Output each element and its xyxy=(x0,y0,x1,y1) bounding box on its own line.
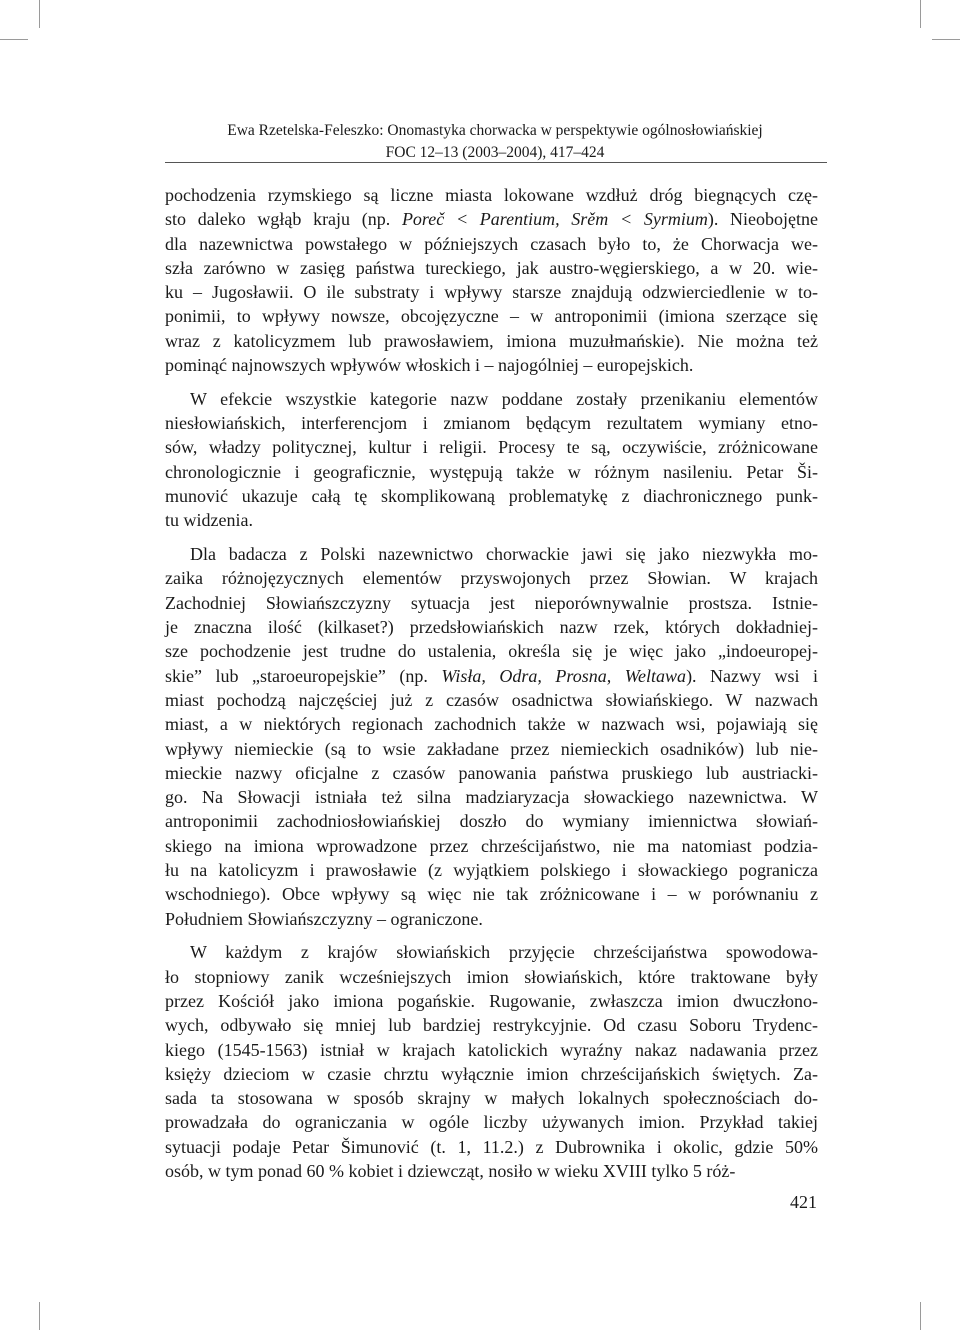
paragraph-gap xyxy=(165,533,818,543)
text-line xyxy=(165,965,818,989)
text-run: ku – Jugosławii. O ile substraty i wpływy starsze znajdują odzwierciedlenie w to- xyxy=(165,282,818,303)
text-run: łu na katolicyzm i prawosławie (z wyjątkiem polskiego i słowackiego pogranicza xyxy=(165,860,818,881)
text-line xyxy=(165,989,818,1013)
text-run: pochodzenia rzymskiego są liczne miasta lokowane wzdłuż dróg biegnących czę- xyxy=(165,185,818,205)
text-line xyxy=(165,940,818,964)
text-run: ło stopniowy zanik wcześniejszych imion słowiańskich, które traktowane były xyxy=(165,966,818,987)
paragraph-gap xyxy=(165,377,818,387)
text-run: W efekcie wszystkie kategorie nazw poddane zostały przenikaniu elementów xyxy=(190,388,818,409)
text-run: go. Na Słowacji istniała też silna madziaryzacja słowackiego nazewnictwa. W xyxy=(165,787,818,808)
paragraph-gap xyxy=(165,931,818,941)
text-run: Zachodniej Słowiańszczyzny sytuacja jest nieporównywalnie prostsza. Istnie- xyxy=(165,592,818,613)
text-line xyxy=(165,353,818,377)
text-line xyxy=(165,304,818,328)
paragraph xyxy=(165,183,818,377)
text-line xyxy=(165,1110,818,1134)
text-run: sów, władzy politycznej, kultur i religii. Procesy te są, oczywiście, zróżnicowane xyxy=(165,437,818,458)
header-rule xyxy=(165,162,827,163)
paragraph xyxy=(165,940,818,1183)
text-line xyxy=(165,1135,818,1159)
text-run: Południem Słowiańszczyzny – ograniczone. xyxy=(165,908,483,929)
text-run: sto daleko wgłąb kraju (np. xyxy=(165,209,402,230)
text-run: miast pochodzą najczęściej już z czasów osadnictwa słowiańskiego. W nazwach xyxy=(165,689,818,710)
text-line xyxy=(165,1062,818,1086)
text-line xyxy=(165,882,818,906)
paragraph xyxy=(165,542,818,931)
text-line xyxy=(165,256,818,280)
text-run: skiego na imiona wprowadzone przez chrześcijaństwo, nie ma natomiast podzia- xyxy=(165,835,818,856)
text-run: niesłowiańskich, interferencjom i zmianom będącym rezultatem wymiany etno- xyxy=(165,413,818,434)
text-run: zaika różnojęzycznych elementów przyswojonych przez Słowian. W krajach xyxy=(165,568,818,589)
text-line xyxy=(165,688,818,712)
text-line xyxy=(165,280,818,304)
text-line xyxy=(165,542,818,566)
text-line xyxy=(165,207,818,231)
page-number: 421 xyxy=(790,1192,817,1212)
text-line xyxy=(165,411,818,435)
text-run: je znaczna ilość (kilkaset?) przedsłowiańskich nazw rzek, których dokładniej- xyxy=(165,617,818,638)
crop-mark-top-right-vertical xyxy=(920,0,921,28)
text-line xyxy=(165,1038,818,1062)
text-line xyxy=(165,1013,818,1037)
text-line xyxy=(165,435,818,459)
crop-mark-top-right-horizontal xyxy=(932,39,960,40)
text-run: chronologicznie i geograficznie, występują także w różnym nasileniu. Petar Ši- xyxy=(165,461,818,482)
text-line xyxy=(165,615,818,639)
text-line xyxy=(165,508,818,532)
italic-text: Wisła, Odra, Prosna, Weltawa xyxy=(441,665,687,686)
text-run: dla nazewnictwa powstałego w późniejszych czasach było to, że Chorwacja we- xyxy=(165,233,818,254)
text-line xyxy=(165,712,818,736)
text-line xyxy=(165,232,818,256)
text-line xyxy=(165,1159,818,1183)
text-run: antroponimii zachodniosłowiańskiej doszło do wymiany imiennictwa słowiań- xyxy=(165,811,818,832)
text-run: wraz z katolicyzmem lub prawosławiem, imiona muzułmańskie). Nie można też xyxy=(165,330,818,351)
text-run: ). Nieobojętne xyxy=(707,209,819,230)
text-line xyxy=(165,387,818,411)
crop-mark-bottom-left-vertical xyxy=(39,1302,40,1330)
header-title: Ewa Rzetelska-Feleszko: Onomastyka chorwacka w perspektywie ogólnosłowiańskiej xyxy=(227,122,763,139)
italic-text: Poreč < Parentium, Srěm < Syrmium xyxy=(401,209,708,230)
text-run: mieckie nazwy oficjalne z czasów panowania państwa pruskiego lub austriacki- xyxy=(165,762,818,783)
text-run: skie” lub „staroeuropejskie” (np. xyxy=(165,665,442,686)
text-line xyxy=(165,566,818,590)
header-citation: FOC 12–13 (2003–2004), 417–424 xyxy=(385,144,605,161)
text-line xyxy=(165,329,818,353)
crop-mark-bottom-right-vertical xyxy=(920,1302,921,1330)
text-line xyxy=(165,591,818,615)
paragraph xyxy=(165,387,818,533)
text-run: szła zarówno w zasięg państwa tureckiego, jak austro-węgierskiego, a w 20. wie- xyxy=(165,257,818,278)
text-run: prowadzała do ograniczania w ogóle liczby używanych imion. Przykład takiej xyxy=(165,1112,818,1133)
text-run: kiego (1545-1563) istniał w krajach katolickich wyraźny nakaz nadawania przez xyxy=(165,1039,818,1060)
text-line xyxy=(165,460,818,484)
text-line xyxy=(165,761,818,785)
text-run: tu widzenia. xyxy=(165,510,253,531)
text-run: munović ukazuje całą tę skomplikowaną problematykę z diachronicznego punk- xyxy=(165,486,818,507)
text-run: wschodniego). Obce wpływy są więc nie tak zróżnicowane i – w porównaniu z xyxy=(165,884,818,905)
body-text xyxy=(165,183,818,1183)
running-header xyxy=(165,120,825,164)
text-line xyxy=(165,639,818,663)
text-run: sada ta stosowana w sposób skrajny w małych lokalnych społecznościach do- xyxy=(165,1088,818,1109)
text-run: przez Kościół jako imiona pogańskie. Rugowanie, zwłaszcza imion dwuczłono- xyxy=(165,991,818,1011)
text-run: miast, a w niektórych regionach zachodnich także w nazwach wsi, pojawiają się xyxy=(165,714,818,735)
crop-mark-top-left-horizontal xyxy=(0,39,28,40)
text-line xyxy=(165,737,818,761)
text-line xyxy=(165,858,818,882)
text-run: księży dzieciom w czasie chrztu wyłącznie imion chrześcijańskich świętych. Za- xyxy=(165,1063,818,1084)
crop-mark-top-left-vertical xyxy=(39,0,40,28)
text-run: W każdym z krajów słowiańskich przyjęcie chrześcijaństwa spowodowa- xyxy=(190,942,818,963)
text-line xyxy=(165,907,818,931)
text-line xyxy=(165,785,818,809)
text-line xyxy=(165,809,818,833)
text-run: ). Nazwy wsi i xyxy=(686,665,819,686)
text-run: osób, w tym ponad 60 % kobiet i dziewcząt, nosiło w wieku XVIII tylko 5 róż- xyxy=(165,1161,736,1182)
text-run: Dla badacza z Polski nazewnictwo chorwackie jawi się jako niezwykła mo- xyxy=(190,544,818,565)
text-line xyxy=(165,183,818,207)
text-run: ponimii, to wpływy nowsze, obcojęzyczne – w antroponimii (imiona szerzące się xyxy=(165,306,818,327)
text-run: pominąć najnowszych wpływów włoskich i – najogólniej – europejskich. xyxy=(165,355,694,376)
text-run: sytuacji podaje Petar Šimunović (t. 1, 11.2.) z Dubrownika i okolic, gdzie 50% xyxy=(165,1136,818,1157)
text-line xyxy=(165,484,818,508)
text-line xyxy=(165,1086,818,1110)
text-run: wpływy niemieckie (są to wsie zakładane przez niemieckich osadników) lub nie- xyxy=(165,738,818,759)
text-line xyxy=(165,664,818,688)
text-line xyxy=(165,834,818,858)
text-run: wych, odbywało się mniej lub bardziej restrykcyjnie. Od czasu Soboru Trydenc- xyxy=(165,1015,818,1036)
text-run: sze pochodzenie jest trudne do ustalenia, określa się je więc jako „indoeuropej- xyxy=(165,641,818,662)
